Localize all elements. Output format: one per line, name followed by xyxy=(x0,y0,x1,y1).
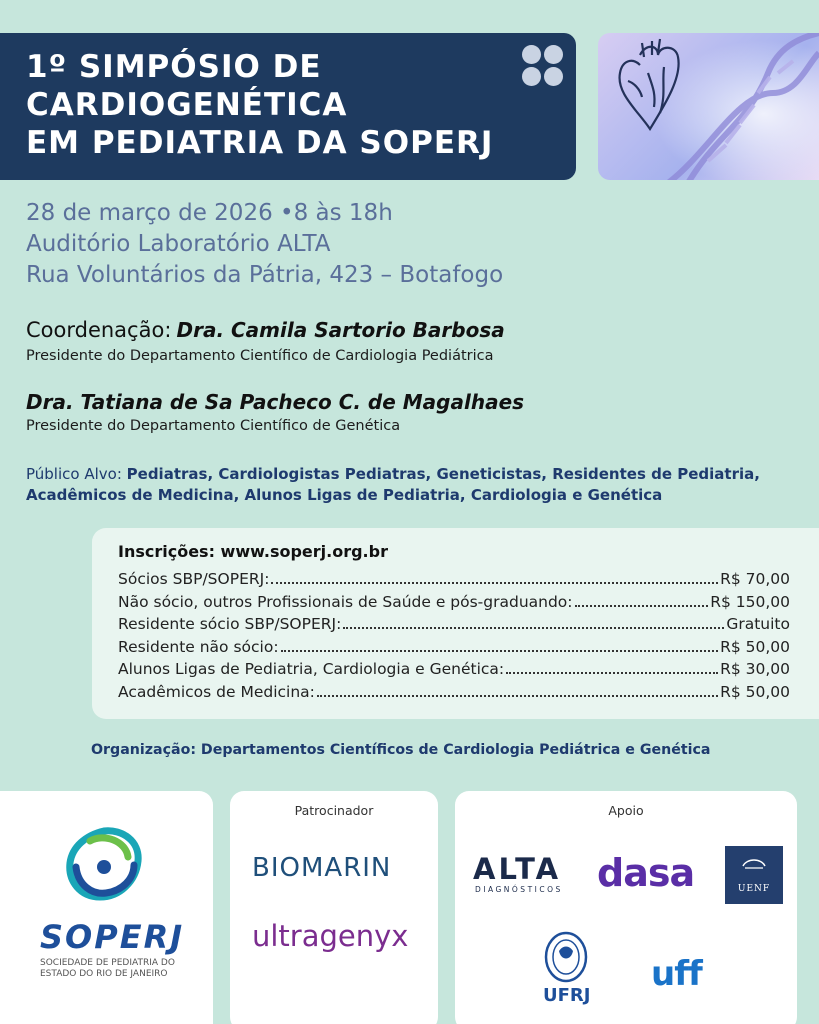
price-label: Residente não sócio: xyxy=(118,637,279,656)
price-value: Gratuito xyxy=(726,615,790,633)
heart-dna-icon xyxy=(598,33,819,180)
coordinator-1 xyxy=(26,318,505,342)
event-details xyxy=(26,198,503,291)
uenf-emblem-icon xyxy=(725,846,783,904)
title-line-2: CARDIOGENÉTICA xyxy=(26,87,348,123)
price-label: Residente sócio SBP/SOPERJ: xyxy=(118,615,342,633)
price-row xyxy=(118,660,790,683)
price-row xyxy=(118,615,790,638)
coordinator-2-name: Dra. Tatiana de Sa Pacheco C. de Magalhaes xyxy=(26,390,525,414)
coordination-label: Coordenação: xyxy=(26,318,172,342)
price-label: Acadêmicos de Medicina: xyxy=(118,682,315,701)
price-value: R$ 50,00 xyxy=(720,682,790,701)
target-audience xyxy=(26,464,806,506)
dots-decoration-icon xyxy=(522,45,564,87)
price-row xyxy=(118,683,790,706)
price-label: Sócios SBP/SOPERJ: xyxy=(118,570,270,588)
soperj-wordmark: SOPERJ xyxy=(40,918,185,956)
alta-logo xyxy=(473,853,573,894)
price-value: R$ 70,00 xyxy=(720,570,790,588)
sponsor-card xyxy=(230,791,438,1024)
coordinator-2 xyxy=(26,390,524,414)
uenf-wordmark: UENF xyxy=(737,884,771,894)
coordinator-1-name: Dra. Camila Sartorio Barbosa xyxy=(176,318,505,342)
support-card xyxy=(455,791,797,1024)
alta-subtitle: DIAGNÓSTICOS xyxy=(475,885,563,894)
event-date-time: 28 de março de 2026 •8 às 18h xyxy=(26,200,393,226)
uenf-logo xyxy=(725,846,783,904)
price-list xyxy=(118,570,790,705)
ultragenyx-logo: ultragenyx xyxy=(252,919,409,953)
price-value: R$ 50,00 xyxy=(720,637,790,656)
price-row xyxy=(118,570,790,593)
price-label: Não sócio, outros Profissionais de Saúde e pós-graduando: xyxy=(118,592,573,611)
audience-value: Pediatras, Cardiologistas Pediatras, Geneticistas, Residentes de Pediatria, Acadêmicos de Medicina, Alunos Ligas de Pediatria, Cardiologia e Genética xyxy=(26,465,760,504)
ufrj-logo xyxy=(541,931,605,1006)
heart-dna-image xyxy=(598,33,819,180)
soperj-logo-icon xyxy=(64,827,144,903)
alta-wordmark: ALTA xyxy=(473,852,562,886)
soperj-subtitle: SOCIEDADE DE PEDIATRIA DO ESTADO DO RIO DE JANEIRO xyxy=(40,958,175,979)
ufrj-wordmark: UFRJ xyxy=(543,985,591,1006)
registration-box xyxy=(92,528,819,719)
soperj-logo-card xyxy=(0,791,213,1024)
coordinator-2-role: Presidente do Departamento Científico de Genética xyxy=(26,418,401,434)
price-label: Alunos Ligas de Pediatria, Cardiologia e Genética: xyxy=(118,660,505,678)
price-value: R$ 150,00 xyxy=(710,592,790,611)
title-line-3: EM PEDIATRIA DA SOPERJ xyxy=(26,125,494,161)
event-address: Rua Voluntários da Pátria, 423 – Botafogo xyxy=(26,262,504,288)
biomarin-logo: BIOMARIN xyxy=(252,853,392,883)
ufrj-crest-icon xyxy=(541,931,591,983)
price-value: R$ 30,00 xyxy=(720,660,790,678)
coordinator-1-role: Presidente do Departamento Científico de Cardiologia Pediátrica xyxy=(26,348,494,364)
uff-logo: uff xyxy=(651,954,702,994)
organization-credit: Organização: Departamentos Científicos de Cardiologia Pediátrica e Genética xyxy=(91,742,711,758)
support-heading: Apoio xyxy=(608,803,644,818)
dasa-logo: dasa xyxy=(597,851,695,895)
title-banner xyxy=(0,33,576,180)
sponsor-heading: Patrocinador xyxy=(294,803,374,818)
registration-heading[interactable]: Inscrições: www.soperj.org.br xyxy=(118,542,388,561)
title-line-1: 1º SIMPÓSIO DE xyxy=(26,49,322,85)
audience-label: Público Alvo: xyxy=(26,465,122,483)
price-row xyxy=(118,593,790,616)
price-row xyxy=(118,638,790,661)
event-venue: Auditório Laboratório ALTA xyxy=(26,231,331,257)
